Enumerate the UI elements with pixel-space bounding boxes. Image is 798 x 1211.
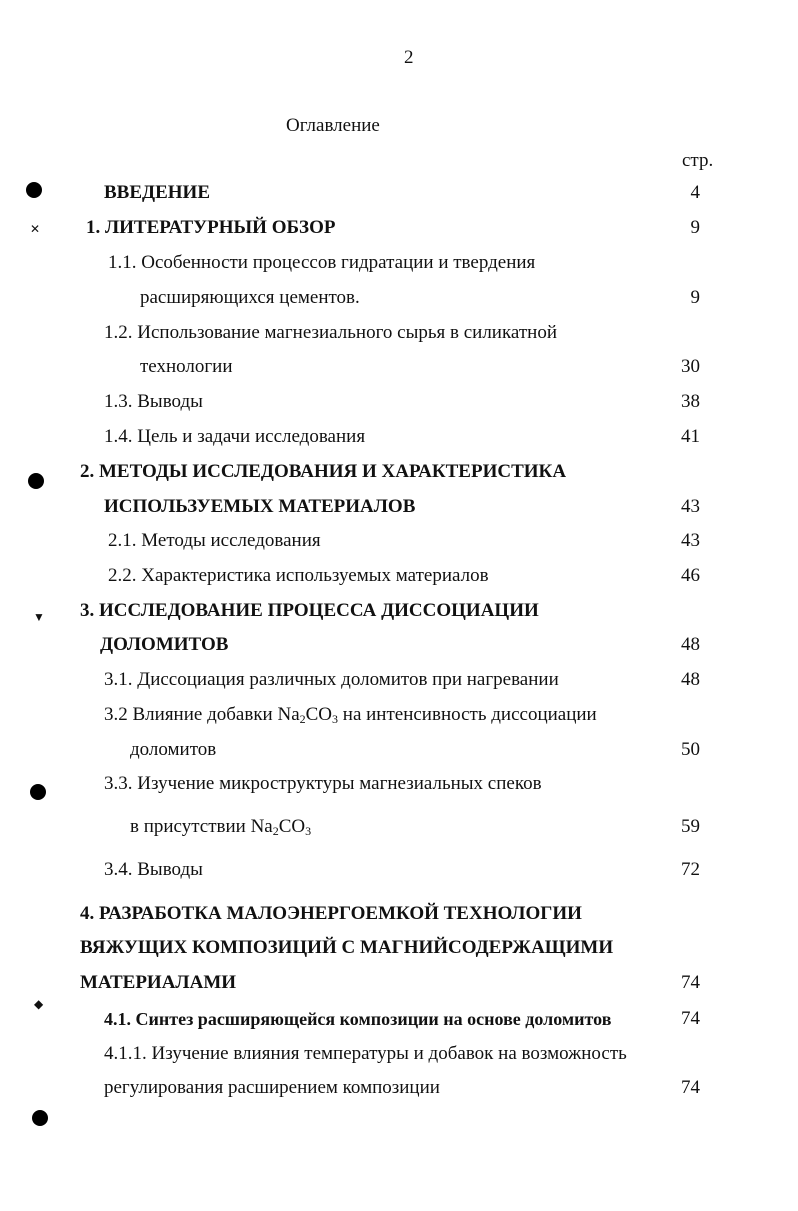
margin-mark: ◆	[34, 997, 44, 1011]
toc-heading: 3. ИССЛЕДОВАНИЕ ПРОЦЕССА ДИССОЦИАЦИИ	[80, 600, 539, 621]
toc-heading: ВЯЖУЩИХ КОМПОЗИЦИЙ С МАГНИЙСОДЕРЖАЩИМИ	[80, 937, 614, 958]
toc-page: 72	[681, 859, 700, 880]
toc-heading: ИСПОЛЬЗУЕМЫХ МАТЕРИАЛОВ	[104, 496, 416, 517]
toc-page: 9	[690, 287, 700, 308]
toc-page: 46	[681, 565, 700, 586]
toc-page: 74	[681, 1008, 700, 1029]
toc-page: 30	[681, 356, 700, 377]
toc-item	[104, 704, 597, 726]
toc-item-text: на интенсивность диссоциации	[338, 704, 597, 725]
toc-item-text: 3.2 Влияние добавки Na	[104, 704, 300, 725]
toc-page: 41	[681, 426, 700, 447]
page-column-label: стр.	[682, 150, 714, 171]
toc-item-text: в присутствии Na	[130, 816, 273, 837]
toc-heading: 4. РАЗРАБОТКА МАЛОЭНЕРГОЕМКОЙ ТЕХНОЛОГИИ	[80, 903, 582, 924]
toc-page: 74	[681, 972, 700, 993]
toc-page: 48	[681, 634, 700, 655]
toc-heading: ДОЛОМИТОВ	[100, 634, 229, 655]
toc-item: 2.1. Методы исследования	[108, 530, 321, 551]
margin-mark: ✕	[30, 222, 41, 236]
margin-bullet	[28, 473, 44, 489]
subscript: 2	[299, 712, 306, 726]
subscript: 2	[272, 824, 279, 838]
margin-bullet	[32, 1110, 48, 1126]
toc-item: 1.4. Цель и задачи исследования	[104, 426, 366, 447]
toc-item: доломитов	[130, 739, 217, 760]
page-title: Оглавление	[286, 115, 380, 136]
toc-page: 43	[681, 496, 700, 517]
toc-item: 4.1.1. Изучение влияния температуры и добавок на возможность	[104, 1043, 627, 1064]
toc-item	[130, 816, 311, 838]
toc-page: 43	[681, 530, 700, 551]
toc-item: расширяющихся цементов.	[140, 287, 360, 308]
toc-item: 1.1. Особенности процессов гидратации и твердения	[108, 252, 536, 273]
subscript: 3	[305, 824, 312, 838]
toc-heading: 2. МЕТОДЫ ИССЛЕДОВАНИЯ И ХАРАКТЕРИСТИКА	[80, 461, 567, 482]
subscript: 3	[332, 712, 339, 726]
toc-page: 48	[681, 669, 700, 690]
toc-item-text: CO	[305, 704, 333, 725]
toc-item: 1.3. Выводы	[104, 391, 203, 412]
toc-item: 3.4. Выводы	[104, 859, 203, 880]
toc-heading: ВВЕДЕНИЕ	[104, 182, 210, 203]
toc-page: 59	[681, 816, 700, 837]
toc-heading: МАТЕРИАЛАМИ	[80, 972, 237, 993]
toc-item: 1.2. Использование магнезиального сырья в силикатной	[104, 322, 557, 343]
toc-item: 3.1. Диссоциация различных доломитов при нагревании	[104, 669, 559, 690]
toc-page: 74	[681, 1077, 700, 1098]
toc-heading: 4.1. Синтез расширяющейся композиции на основе доломитов	[104, 1009, 612, 1029]
margin-mark: ▼	[33, 610, 45, 624]
toc-page: 38	[681, 391, 700, 412]
toc-page: 9	[690, 217, 700, 238]
toc-heading: 1. ЛИТЕРАТУРНЫЙ ОБЗОР	[86, 217, 336, 238]
toc-item-text: CO	[278, 816, 306, 837]
margin-bullet	[30, 784, 46, 800]
toc-item: технологии	[140, 356, 233, 377]
toc-page: 4	[690, 182, 700, 203]
toc-item: регулирования расширением композиции	[104, 1077, 440, 1098]
margin-bullet	[26, 182, 42, 198]
toc-item: 2.2. Характеристика используемых материалов	[108, 565, 489, 586]
toc-page: 50	[681, 739, 700, 760]
toc-item: 3.3. Изучение микроструктуры магнезиальных спеков	[104, 773, 542, 794]
page-number: 2	[404, 47, 414, 68]
